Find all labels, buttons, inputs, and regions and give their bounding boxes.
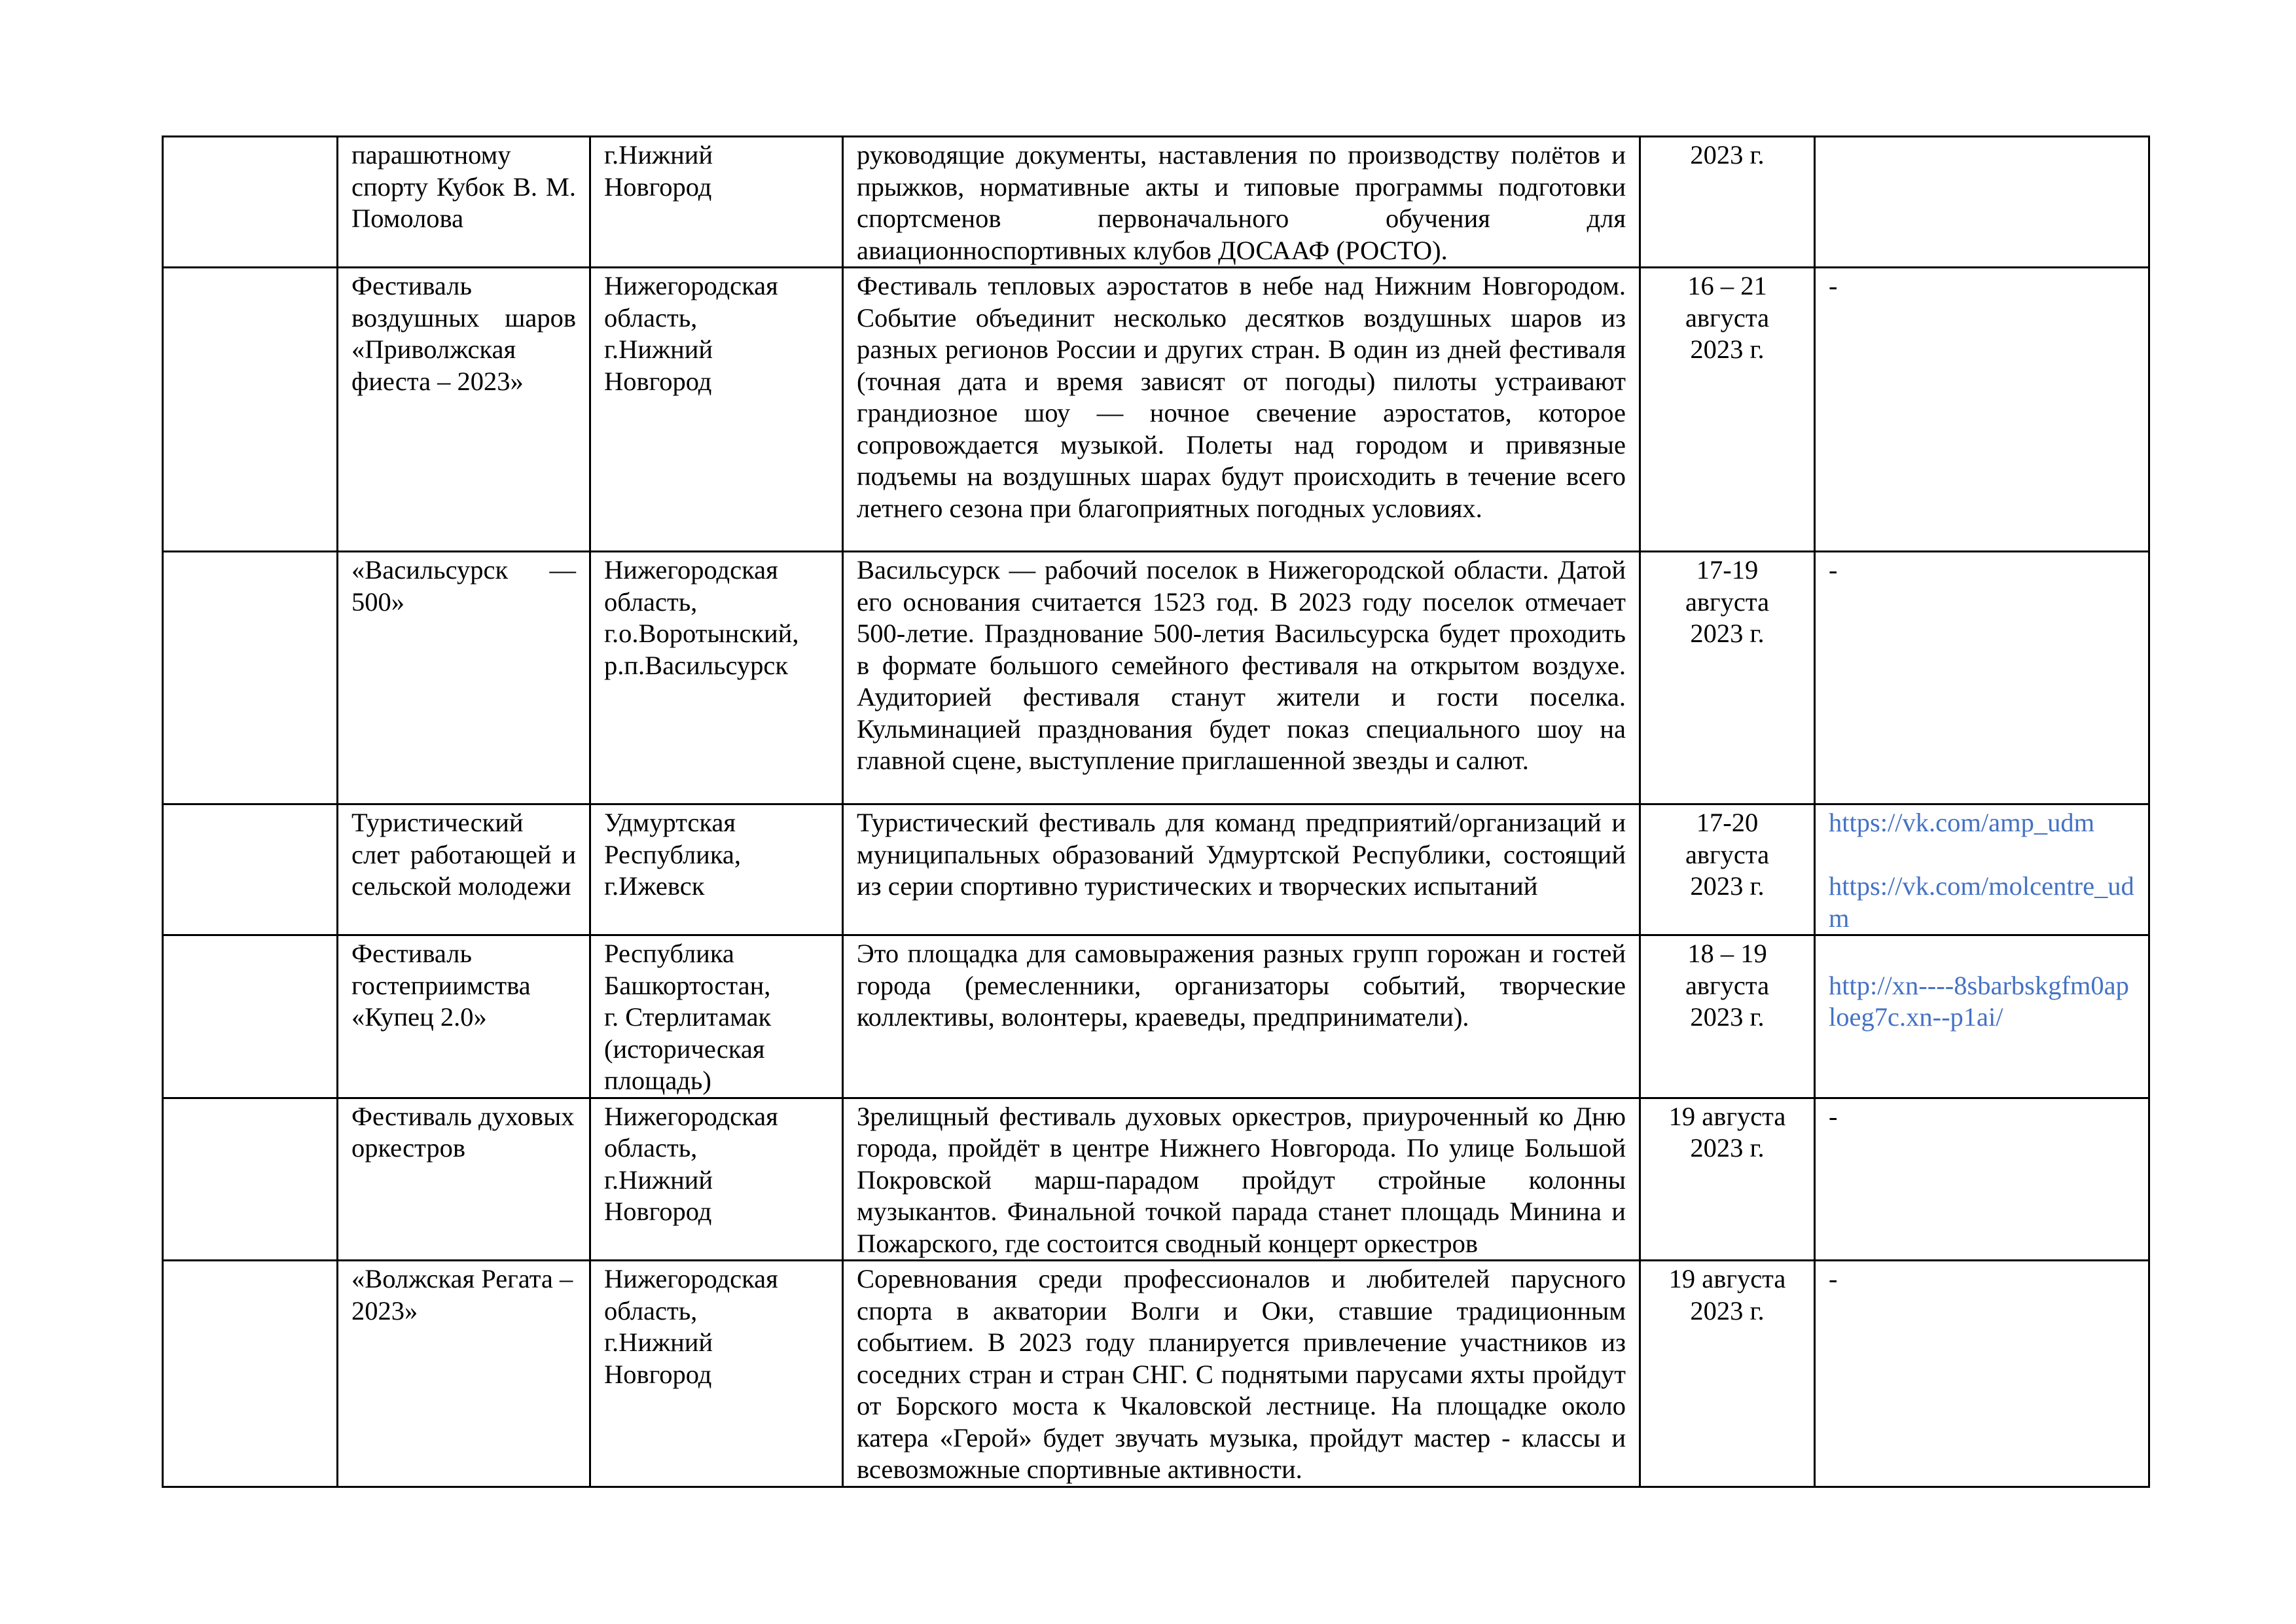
cell-num [163,1098,338,1261]
vk-link-amp-udm[interactable]: https://vk.com/amp_udm [1829,808,2095,837]
cell-links [1815,935,2149,1098]
table-row [163,268,2149,552]
cell-links [1815,137,2149,268]
table-row [163,935,2149,1098]
no-link-dash: - [1829,1101,1838,1131]
cell-date: 19 августа 2023 г. [1640,1261,1815,1487]
cell-links [1815,1098,2149,1261]
cell-description: Туристический фестиваль для команд предприятий/организаций и муниципальных образований Удмуртской Республики, состоящий из серии спортивно туристических и творческих испытаний [843,804,1640,935]
link-spacer [1829,839,2135,871]
cell-date: 17-20 августа 2023 г. [1640,804,1815,935]
no-link-dash: - [1829,1264,1838,1293]
cell-date: 18 – 19 августа 2023 г. [1640,935,1815,1098]
cell-num [163,804,338,935]
cell-links [1815,552,2149,804]
cell-links [1815,804,2149,935]
cell-event-name: «Волжская Регата – 2023» [338,1261,590,1487]
cell-num [163,1261,338,1487]
cell-place: Удмуртская Республика, г.Ижевск [590,804,843,935]
table-row [163,804,2149,935]
festival-website-link[interactable]: http://xn----8sbarbskgfm0aploeg7c.xn--p1ai/ [1829,970,2129,1032]
no-link-dash: - [1829,555,1838,585]
cell-description: Фестиваль тепловых аэростатов в небе над Нижним Новгородом. Событие объединит несколько десятков воздушных шаров из разных регионов России и других стран. В один из дней фестиваля (точная дата и время зависят от погоды) пилоты устраивают грандиозное шоу — ночное свечение аэростатов, которое сопровождается музыкой. Полеты над городом и привязные подъемы на воздушных шарах будут происходить в течение всего летнего сезона при благоприятных погодных условиях. [843,268,1640,552]
cell-description: Это площадка для самовыражения разных групп горожан и гостей города (ремесленники, организаторы событий, творческие коллективы, волонтеры, краеведы, предприниматели). [843,935,1640,1098]
cell-num [163,552,338,804]
cell-event-name: Фестиваль духовых оркестров [338,1098,590,1261]
cell-date: 19 августа 2023 г. [1640,1098,1815,1261]
cell-place: Нижегородская область, г.Нижний Новгород [590,268,843,552]
link-spacer [1829,938,2135,970]
cell-place: Нижегородская область, г.Нижний Новгород [590,1098,843,1261]
cell-num [163,137,338,268]
cell-place: Республика Башкортостан, г. Стерлитамак (историческая площадь) [590,935,843,1098]
cell-place: Нижегородская область, г.Нижний Новгород [590,1261,843,1487]
table-row [163,1261,2149,1487]
cell-event-name: Туристический слет работающей и сельской молодежи [338,804,590,935]
cell-date: 16 – 21 августа 2023 г. [1640,268,1815,552]
cell-date: 2023 г. [1640,137,1815,268]
vk-link-molcentre-udm[interactable]: https://vk.com/molcentre_udm [1829,871,2134,933]
cell-num [163,268,338,552]
cell-num [163,935,338,1098]
cell-place: г.Нижний Новгород [590,137,843,268]
cell-event-name: Фестиваль воздушных шаров «Приволжская фиеста – 2023» [338,268,590,552]
cell-event-name: «Васильсурск — 500» [338,552,590,804]
table-row [163,1098,2149,1261]
cell-date: 17-19 августа 2023 г. [1640,552,1815,804]
no-link-dash: - [1829,271,1838,300]
cell-description: Васильсурск — рабочий поселок в Нижегородской области. Датой его основания считается 1523 год. В 2023 году поселок отмечает 500-летие. Празднование 500-летия Васильсурска будет проходить в формате большого семейного фестиваля на открытом воздухе. Аудиторией фестиваля станут жители и гости поселка. Кульминацией празднования будет показ специального шоу на главной сцене, выступление приглашенной звезды и салют. [843,552,1640,804]
cell-description: Соревнования среди профессионалов и любителей парусного спорта в акватории Волги и Оки, ставшие традиционным событием. В 2023 году планируется привлечение участников из соседних стран и стран СНГ. С поднятыми парусами яхты пройдут от Борского моста к Чкаловской лестнице. На площадке около катера «Герой» будет звучать музыка, пройдут мастер - классы и всевозможные спортивные активности. [843,1261,1640,1487]
cell-event-name: парашютному спорту Кубок В. М. Помолова [338,137,590,268]
cell-description: Зрелищный фестиваль духовых оркестров, приуроченный ко Дню города, пройдёт в центре Нижнего Новгорода. По улице Большой Покровской марш-парадом пройдут стройные колонны музыкантов. Финальной точкой парада станет площадь Минина и Пожарского, где состоится сводный концерт оркестров [843,1098,1640,1261]
cell-place: Нижегородская область, г.о.Воротынский, р.п.Васильсурск [590,552,843,804]
cell-description: руководящие документы, наставления по производству полётов и прыжков, нормативные акты и типовые программы подготовки спортсменов первоначального обучения для авиационноспортивных клубов ДОСААФ (РОСТО). [843,137,1640,268]
cell-event-name: Фестиваль гостеприимства «Купец 2.0» [338,935,590,1098]
table-row [163,137,2149,268]
events-table [162,135,2150,1488]
cell-links [1815,268,2149,552]
table-row [163,552,2149,804]
cell-links [1815,1261,2149,1487]
